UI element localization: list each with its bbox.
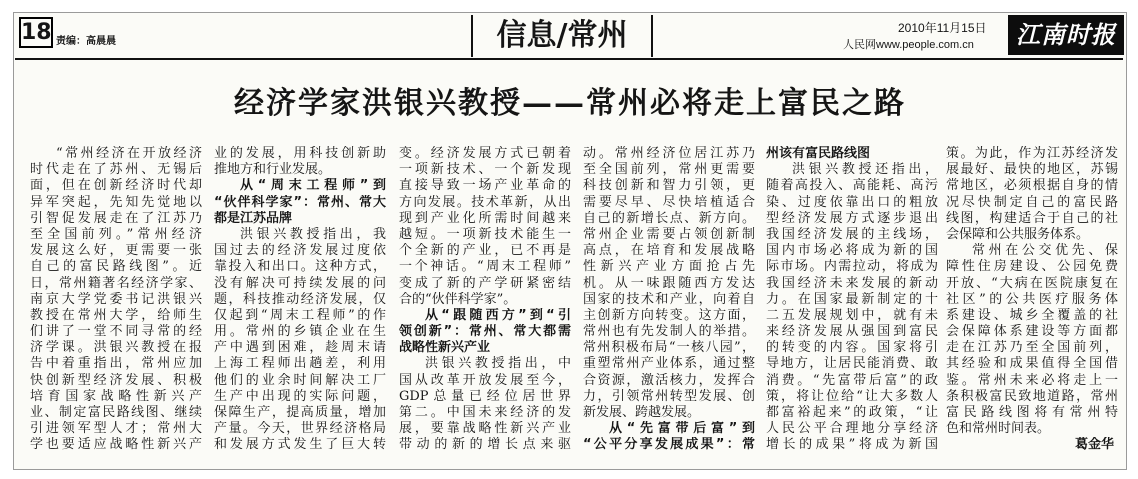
text-line: 生产中出现的实际问题， [214, 388, 386, 404]
text-line: 引智促发展走在了江苏乃 [30, 210, 202, 226]
text-line: 会保障体系建设等方面都 [946, 324, 1118, 340]
subheading-line: 都是江苏品牌 [214, 210, 293, 226]
text-line: 第二。中国未来经济的发 [399, 405, 571, 420]
text-line: 洪银兴教授指出，中 [425, 356, 571, 372]
text-line: 走在江苏乃至全国前列， [946, 340, 1118, 356]
text-line: 高点，在培育和发展战略 [583, 243, 755, 259]
issue-date: 2010年11月15日 [898, 21, 987, 35]
text-line: 导地方，让居民能消费、敢 [766, 356, 938, 372]
article-column-3 [399, 146, 571, 454]
text-line: 障性住房建设、公园免费 [946, 259, 1118, 275]
text-line: 上海工程师出趟差，利用 [214, 356, 386, 372]
text-line: 推地方和行业发展。 [214, 162, 332, 178]
text-line: 展最好、最快的地区，苏锡 [946, 162, 1118, 178]
text-line: “常州经济在开放经济 [56, 146, 202, 161]
text-line: 新发展、跨越发展。 [583, 405, 701, 420]
text-line: 异军突起，先知先觉地以 [30, 194, 202, 210]
text-line: 用。常州的乡镇企业在生 [214, 324, 386, 340]
text-line: 际市场。内需拉动，将成为 [766, 259, 938, 275]
text-line: 题，科技推动经济发展，仅 [214, 291, 386, 307]
text-line: 富民路线图将有常州特 [946, 405, 1118, 420]
text-line: 学也要适应战略性新兴产 [30, 437, 202, 453]
text-line: 消费。“先富带后富”的政 [766, 372, 938, 388]
text-line: 方向发展。技术革新，从出 [399, 194, 571, 210]
text-line: 增长的成果”将成为新国 [766, 437, 938, 453]
text-line: 培育国家战略性新兴产 [30, 388, 202, 404]
text-line: 仅起到“周末工程师”的作 [214, 307, 386, 323]
masthead-logo: 江南时报 [1008, 15, 1124, 55]
text-line: 国家的技术和产业，向着自 [583, 291, 755, 307]
header-rule [15, 58, 1123, 60]
text-line: 国内市场必将成为新的国 [766, 243, 938, 259]
text-line: 随着高投入、高能耗、高污 [766, 178, 938, 194]
text-line: 国过去的经济发展过度依 [214, 243, 386, 259]
text-line: 引进领军型人才；常州大 [30, 421, 202, 437]
subheading-line: “伙伴科学家”：常州、常大 [214, 194, 386, 210]
article-column-6 [946, 146, 1118, 454]
section-divider-right [651, 15, 653, 57]
text-line: 保障生产，提高质量，增加 [214, 405, 386, 420]
text-line: 洪银兴教授指出，我 [240, 226, 386, 242]
text-line: 没有解决可持续发展的问 [214, 275, 386, 291]
text-line: 性新兴产业方面抢占先 [583, 259, 755, 275]
subheading-line: 州该有富民路线图 [766, 146, 871, 161]
text-line: 他们的业余时间解决工厂 [214, 372, 386, 388]
text-line: 靠投入和出口。这种方式， [214, 259, 386, 275]
text-line: GDP总量已经位居世界 [399, 388, 571, 404]
text-line: 会保障和公共服务体系。 [946, 226, 1090, 242]
text-line: 合的“伙伴科学家”。 [399, 291, 517, 307]
text-line: 合资源，激活核力，发挥合 [583, 372, 755, 388]
section-title: 信息/常州 [496, 18, 628, 53]
text-line: 业的发展，用科技创新助 [214, 146, 386, 161]
text-line: 色和常州时间表。 [946, 421, 1051, 437]
article-headline [40, 84, 1100, 124]
text-line: 至全国前列，常州更需要 [583, 162, 755, 178]
text-line: 自己的新增长点、新方向。 [583, 210, 755, 226]
text-line: 主创新方向转变。这方面， [583, 307, 755, 323]
text-line: 社区”的公共医疗服务体 [946, 291, 1118, 307]
text-line: 发展这么好，更需要一张 [30, 243, 202, 259]
text-line: 二五发展规划中，就有未 [766, 307, 938, 323]
text-line: 快创新型经济发展、积极 [30, 372, 202, 388]
text-line: 来经济发展从强国到富民 [766, 324, 938, 340]
subheading-line: 从“周末工程师”到 [240, 178, 386, 194]
text-line: 常州也有先发制人的举措。 [583, 324, 755, 340]
text-line: 我国经济未来发展的新动 [766, 275, 938, 291]
text-line: 重塑常州产业体系，通过整 [583, 356, 755, 372]
subheading-line: 从“跟随西方”到“引 [425, 307, 571, 323]
text-line: 国从改革开放发展至今， [399, 372, 571, 388]
article-column-1 [30, 146, 202, 454]
text-line: 日，常州籍著名经济学家、 [30, 275, 202, 291]
text-line: 直接导致一场产业革命的 [399, 178, 571, 194]
text-line: 需要尽早、尽快培植适合 [583, 194, 755, 210]
article-column-5 [766, 146, 938, 454]
text-line: 力。在国家最新制定的十 [766, 291, 938, 307]
text-line: 线图，构建适合于自己的社 [946, 210, 1118, 226]
subheading-line: 战略性新兴产业 [399, 340, 491, 356]
text-line: 其经验和成果值得全国借 [946, 356, 1118, 372]
article-column-4 [583, 146, 755, 454]
text-line: 展，要靠战略性新兴产业 [399, 421, 571, 437]
text-line: 条积极富民致地道路，常州 [946, 388, 1118, 404]
article-column-2 [214, 146, 386, 454]
text-line: 机。从一味跟随西方发达 [583, 275, 755, 291]
text-line: 我国经济发展的主线场， [766, 226, 938, 242]
text-line: 常州积极布局“一核八园”， [583, 340, 755, 356]
text-line: 一个神话。“周末工程师” [399, 259, 571, 275]
text-line: 时代走在了苏州、无锡后 [30, 162, 202, 178]
text-line: 教授在常州大学，给师生 [30, 307, 202, 323]
text-line: 越短。一项新技术能生一 [399, 226, 571, 242]
byline: 葛金华 [1074, 437, 1114, 453]
text-line: 面，但在创新经济时代却 [30, 178, 202, 194]
text-line: 策。为此，作为江苏经济发 [946, 146, 1118, 161]
text-line: 开放、“大病在医院康复在 [946, 275, 1118, 291]
text-line: 变。经济发展方式已朝着 [399, 146, 571, 161]
subheading-line: “公平分享发展成果”：常 [583, 437, 755, 453]
text-line: 洪银兴教授还指出， [792, 162, 938, 178]
text-line: 自己的富民路线图”。近 [30, 259, 202, 275]
text-line: 况尽快制定自己的富民路 [946, 194, 1118, 210]
text-line: 常州企业需要占领创新制 [583, 226, 755, 242]
text-line: 常地区，必须根据自身的情 [946, 178, 1118, 194]
text-line: 一项新技术、一个新发现 [399, 162, 571, 178]
subheading-line: 领创新”：常州、常大都需 [399, 324, 571, 340]
text-line: 产中遇到困难，趁周末请 [214, 340, 386, 356]
subheading-line: 从“先富带后富”到 [609, 421, 755, 437]
text-line: 个全新的产业，已不再是 [399, 243, 571, 259]
text-line: 产量。今天，世界经济格局 [214, 421, 386, 437]
text-line: 型经济发展方式逐步退出 [766, 210, 938, 226]
text-line: 策，将让位给“让大多数人 [766, 388, 938, 404]
text-line: 动。常州经济位居江苏乃 [583, 146, 755, 161]
text-line: 们讲了一堂不同寻常的经 [30, 324, 202, 340]
text-line: 告中着重指出，常州应加 [30, 356, 202, 372]
text-line: 系建设、城乡全覆盖的社 [946, 307, 1118, 323]
page-number: 18 [19, 17, 53, 48]
text-line: 业、制定富民路线图、继续 [30, 405, 202, 420]
editor-credit: 责编：高晨晨 [56, 36, 116, 47]
text-line: 和发展方式发生了巨大转 [214, 437, 386, 453]
text-line: 人民公平合理地分享经济 [766, 421, 938, 437]
text-line: 科技创新和智力引领，更 [583, 178, 755, 194]
text-line: 现到产业化所需时间越来 [399, 210, 571, 226]
text-line: 染、过度依靠出口的粗放 [766, 194, 938, 210]
headline-sub: ——常州必将走上富民之路 [522, 86, 906, 121]
text-line: 常州在公交优先、保 [972, 243, 1118, 259]
section-divider-left [471, 15, 473, 57]
text-line: 力，引领常州转型发展、创 [583, 388, 755, 404]
text-line: 至全国前列。”常州经济 [30, 226, 202, 242]
text-line: 都富裕起来”的政策，“让 [766, 405, 938, 420]
source-credit: 人民网www.people.com.cn [843, 39, 974, 51]
text-line: 的转变的内容。国家将引 [766, 340, 938, 356]
text-line: 南京大学党委书记洪银兴 [30, 291, 202, 307]
text-line: 变成了新的产学研紧密结 [399, 275, 571, 291]
text-line: 带动的新的增长点来驱 [399, 437, 571, 453]
headline-main: 经济学家洪银兴教授 [234, 86, 522, 121]
text-line: 鉴。常州未来必将走上一 [946, 372, 1118, 388]
text-line: 济学课。洪银兴教授在报 [30, 340, 202, 356]
